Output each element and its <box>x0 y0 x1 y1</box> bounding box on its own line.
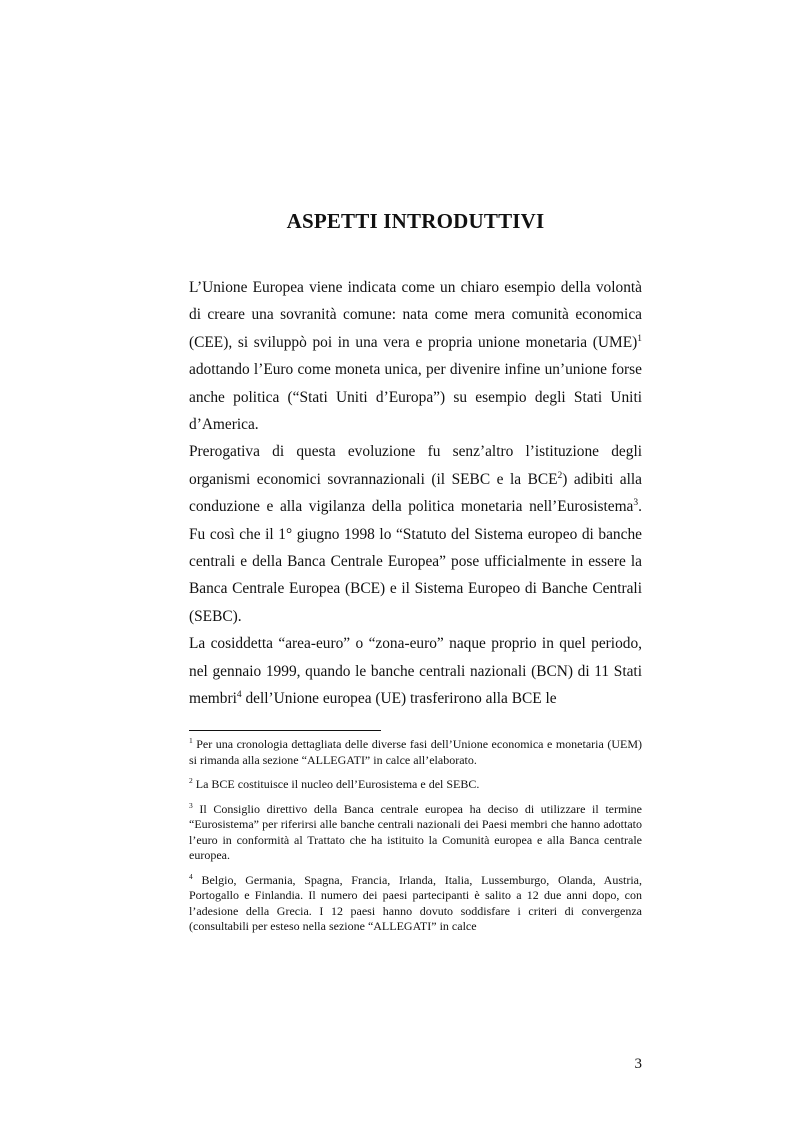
footnote-text: Belgio, Germania, Spagna, Francia, Irlanda, Italia, Lussemburgo, Olanda, Austria, Portogallo e Finlandia. Il numero dei paesi partecipanti è salito a 12 due anni dopo, con l’adesione della Grecia. I 12 paesi hanno dovuto soddisfare i criteri di convergenza (consultabili per esteso nella sezione “ALLEGATI” in calce <box>189 872 642 933</box>
footnote-number: 1 <box>189 736 193 745</box>
footnote-4 <box>189 873 642 935</box>
footnote-separator <box>189 730 381 731</box>
footnote-number: 2 <box>189 776 193 785</box>
footnote-text: Il Consiglio direttivo della Banca centrale europea ha deciso di utilizzare il termine “Eurosistema” per riferirsi alle banche centrali nazionali dei Paesi membri che hanno adottato l’euro in conformità al Trattato che ha istituito la Comunità europea e alla Banca centrale europea. <box>189 801 642 862</box>
footnote-2 <box>189 777 642 793</box>
paragraph-2-part-b: ) adibiti alla conduzione e alla vigilanza della politica monetaria nell’Eurosistema <box>189 470 642 516</box>
footnote-ref-4: 4 <box>236 689 242 700</box>
paragraph-3-part-b: dell’Unione europea (UE) trasferirono alla BCE le <box>241 690 557 708</box>
paragraph-1-part-a: L’Unione Europea viene indicata come un chiaro esempio della volontà di creare una sovranità comune: nata come mera comunità economica (CEE), si sviluppò poi in una vera e propria unione monetaria (UME) <box>189 279 642 351</box>
page-title: ASPETTI INTRODUTTIVI <box>286 209 545 233</box>
footnote-number: 3 <box>189 800 193 810</box>
page-number: 3 <box>634 1056 642 1072</box>
footnotes <box>189 737 642 944</box>
footnote-text: Per una cronologia dettagliata delle diverse fasi dell’Unione economica e monetaria (UEM) si rimanda alla sezione “ALLEGATI” in calce all’elaborato. <box>189 737 642 767</box>
paragraph-1-part-b: adottando l’Euro come moneta unica, per divenire infine un’unione forse anche politica (“Stati Uniti d’Europa”) su esempio degli Stati Uniti d’America. <box>189 361 642 434</box>
body-text <box>189 274 642 713</box>
paragraph-3-part-a: La cosiddetta “area-euro” o “zona-euro” naque proprio in quel periodo, nel gennaio 1999, quando le banche centrali nazionali (BCN) di 11 Stati membri <box>189 635 642 708</box>
footnote-3 <box>189 802 642 864</box>
footnote-1 <box>189 737 642 768</box>
paragraph-1 <box>189 274 642 438</box>
footnote-text: La BCE costituisce il nucleo dell’Eurosistema e del SEBC. <box>192 777 480 791</box>
paragraph-3 <box>189 630 642 712</box>
footnote-ref-1: 1 <box>637 333 642 344</box>
paragraph-2-part-a: Prerogativa di questa evoluzione fu senz’altro l’istituzione degli organismi economici sovrannazionali (il SEBC e la BCE <box>189 443 642 488</box>
paragraph-2 <box>189 438 642 630</box>
paragraph-2-part-c: . Fu così che il 1° giugno 1998 lo “Statuto del Sistema europeo di banche centrali e della Banca Centrale Europea” pose ufficialmente in essere la Banca Centrale Europea (BCE) e il Sistema Europeo di Banche Centrali (SEBC). <box>189 498 642 625</box>
footnote-ref-2: 2 <box>557 470 563 481</box>
footnote-number: 4 <box>189 871 193 881</box>
footnote-ref-3: 3 <box>633 498 639 509</box>
